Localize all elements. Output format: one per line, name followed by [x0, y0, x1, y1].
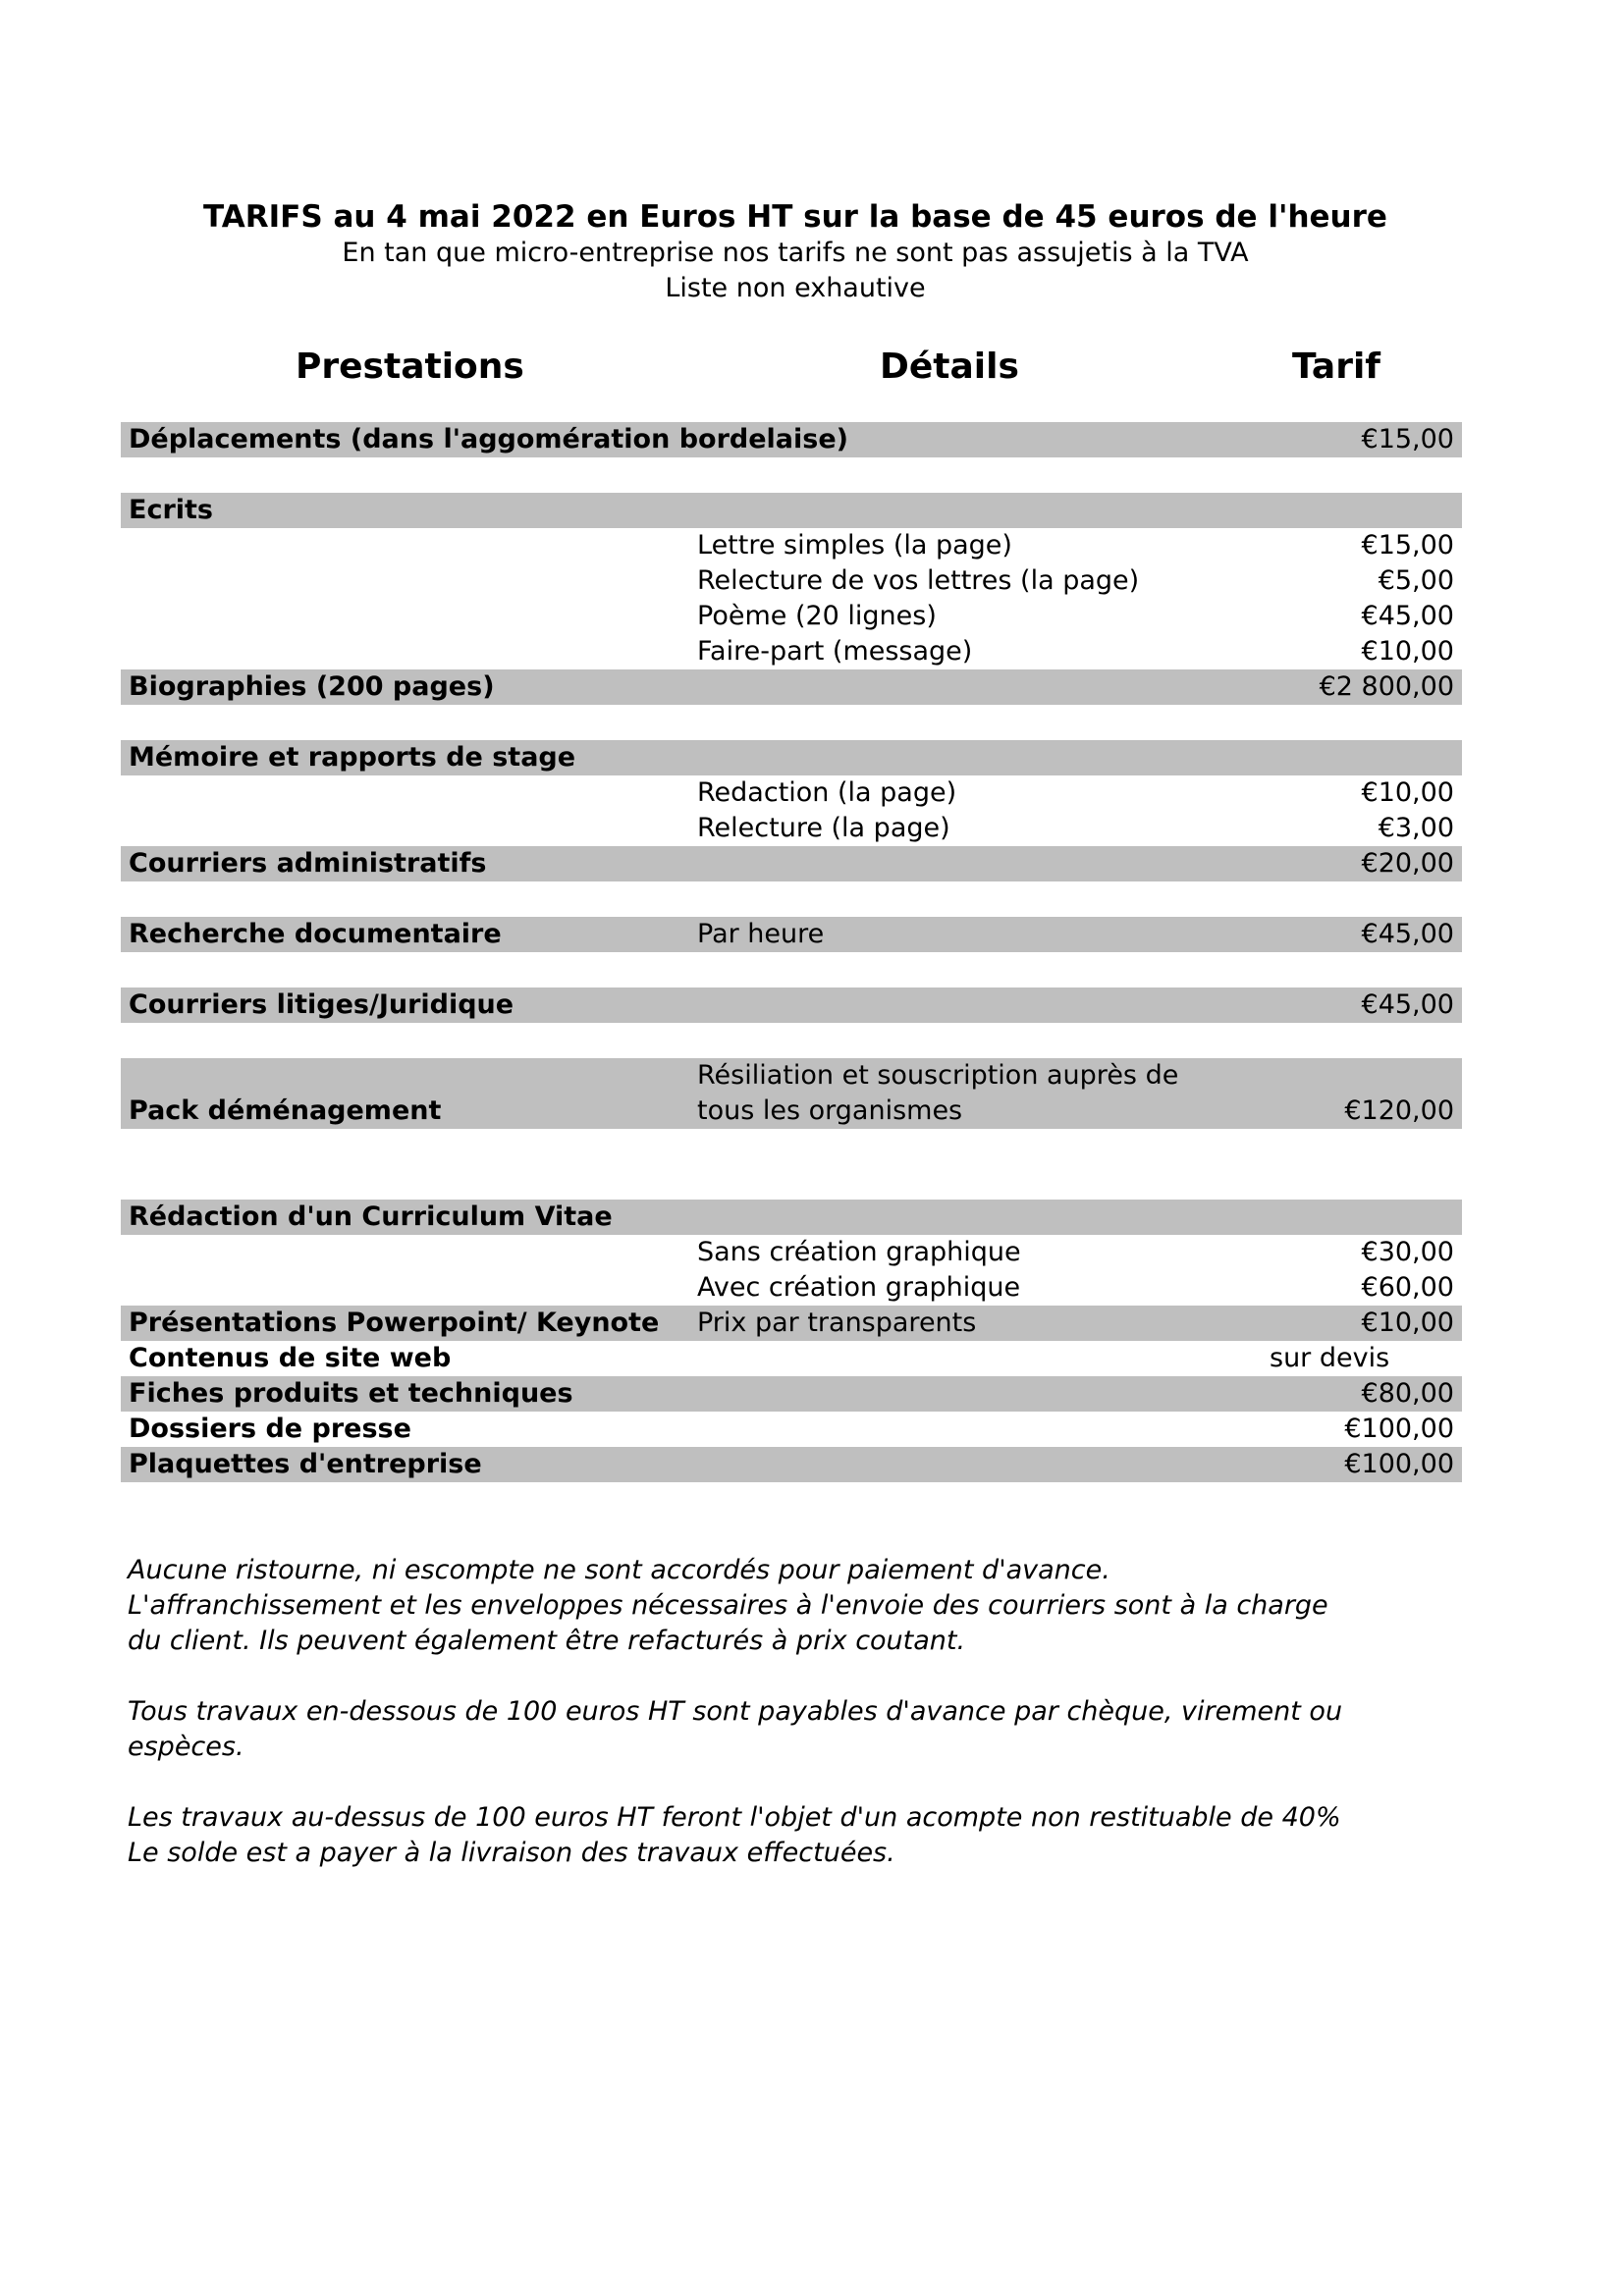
service-detail: Relecture de vos lettres (la page) — [697, 565, 1140, 596]
table-row-spacer — [121, 705, 1462, 740]
service-name: Courriers administratifs — [129, 848, 487, 879]
service-price: €80,00 — [1361, 1378, 1454, 1409]
service-detail: Lettre simples (la page) — [697, 530, 1012, 561]
table-row — [121, 528, 1462, 563]
service-name: Présentations Powerpoint/ Keynote — [129, 1308, 660, 1338]
table-row — [121, 493, 1462, 528]
service-name: Mémoire et rapports de stage — [129, 742, 576, 773]
service-price: €2 800,00 — [1319, 671, 1454, 702]
table-row — [121, 1376, 1462, 1412]
table-row — [121, 1412, 1462, 1447]
table-row — [121, 563, 1462, 599]
service-name: Rédaction d'un Curriculum Vitae — [129, 1201, 613, 1232]
service-name: Pack déménagement — [129, 1095, 442, 1126]
table-row-spacer — [121, 1129, 1462, 1164]
service-price: €100,00 — [1344, 1414, 1454, 1444]
service-price: €20,00 — [1361, 848, 1454, 879]
service-price: sur devis — [1270, 1343, 1390, 1373]
table-row — [121, 1306, 1462, 1341]
table-row — [121, 988, 1462, 1023]
table-row — [121, 422, 1462, 457]
table-row — [121, 1235, 1462, 1270]
table-row — [121, 811, 1462, 846]
service-name: Ecrits — [129, 495, 213, 525]
service-detail: Faire-part (message) — [697, 636, 973, 667]
service-price: €45,00 — [1361, 989, 1454, 1020]
service-name: Courriers litiges/Juridique — [129, 989, 514, 1020]
table-row — [121, 599, 1462, 634]
service-price: €100,00 — [1344, 1449, 1454, 1479]
service-price: €10,00 — [1361, 777, 1454, 808]
note-line: Tous travaux en-dessous de 100 euros HT sont payables d'avance par chèque, virement ou — [128, 1696, 1343, 1727]
service-price: €10,00 — [1361, 636, 1454, 667]
table-row-spacer — [121, 1023, 1462, 1058]
service-detail: Résiliation et souscription auprès de tous les organismes — [697, 1060, 1179, 1126]
note-line: Les travaux au-dessus de 100 euros HT feront l'objet d'un acompte non restituable de 40% — [128, 1802, 1341, 1833]
service-detail: Sans création graphique — [697, 1237, 1021, 1267]
service-price: €30,00 — [1361, 1237, 1454, 1267]
table-row — [121, 1200, 1462, 1235]
service-detail: Prix par transparents — [697, 1308, 977, 1338]
service-price: €5,00 — [1378, 565, 1454, 596]
table-row-spacer — [121, 457, 1462, 493]
table-row — [121, 1447, 1462, 1482]
service-name: Fiches produits et techniques — [129, 1378, 573, 1409]
service-detail: Poème (20 lignes) — [697, 601, 937, 631]
service-name: Plaquettes d'entreprise — [129, 1449, 482, 1479]
service-name: Contenus de site web — [129, 1343, 452, 1373]
table-row — [121, 846, 1462, 881]
service-price: €45,00 — [1361, 919, 1454, 949]
table-row — [121, 669, 1462, 705]
note-line: L'affranchissement et les enveloppes nécessaires à l'envoie des courriers sont à la charge — [128, 1590, 1328, 1621]
table-row — [121, 740, 1462, 775]
service-name: Biographies (200 pages) — [129, 671, 495, 702]
service-name: Recherche documentaire — [129, 919, 502, 949]
note-spacer — [128, 1659, 1483, 1694]
service-name: Dossiers de presse — [129, 1414, 411, 1444]
table-row — [121, 1270, 1462, 1306]
price-table — [121, 422, 1462, 1482]
note-spacer — [128, 1765, 1483, 1800]
service-price: €60,00 — [1361, 1272, 1454, 1303]
table-row-spacer — [121, 881, 1462, 917]
service-detail: Redaction (la page) — [697, 777, 957, 808]
table-row — [121, 1058, 1462, 1129]
note-line: du client. Ils peuvent également être refacturés à prix coutant. — [128, 1626, 966, 1656]
note-line: Le solde est a payer à la livraison des travaux effectuées. — [128, 1838, 895, 1868]
column-header-prestations: Prestations — [296, 347, 524, 387]
table-row — [121, 634, 1462, 669]
service-price: €15,00 — [1361, 530, 1454, 561]
table-row — [121, 917, 1462, 952]
service-price: €3,00 — [1378, 813, 1454, 843]
table-row — [121, 1341, 1462, 1376]
service-price: €45,00 — [1361, 601, 1454, 631]
table-row-spacer — [121, 952, 1462, 988]
document-note: Liste non exhautive — [665, 273, 926, 303]
service-detail: Par heure — [697, 919, 825, 949]
terms-notes — [128, 1553, 1483, 1871]
document-subtitle: En tan que micro-entreprise nos tarifs ne sont pas assujetis à la TVA — [342, 238, 1249, 268]
table-row-spacer — [121, 1164, 1462, 1200]
note-line: Aucune ristourne, ni escompte ne sont accordés pour paiement d'avance. — [128, 1555, 1110, 1585]
column-header-tarif: Tarif — [1292, 347, 1380, 387]
service-name: Déplacements (dans l'aggomération bordelaise) — [129, 424, 849, 454]
service-detail: Relecture (la page) — [697, 813, 950, 843]
service-price: €120,00 — [1344, 1095, 1454, 1126]
column-header-details: Détails — [880, 347, 1019, 387]
service-price: €15,00 — [1361, 424, 1454, 454]
service-price: €10,00 — [1361, 1308, 1454, 1338]
note-line: espèces. — [128, 1732, 244, 1762]
service-detail: Avec création graphique — [697, 1272, 1021, 1303]
document-title: TARIFS au 4 mai 2022 en Euros HT sur la base de 45 euros de l'heure — [203, 199, 1387, 235]
table-row — [121, 775, 1462, 811]
